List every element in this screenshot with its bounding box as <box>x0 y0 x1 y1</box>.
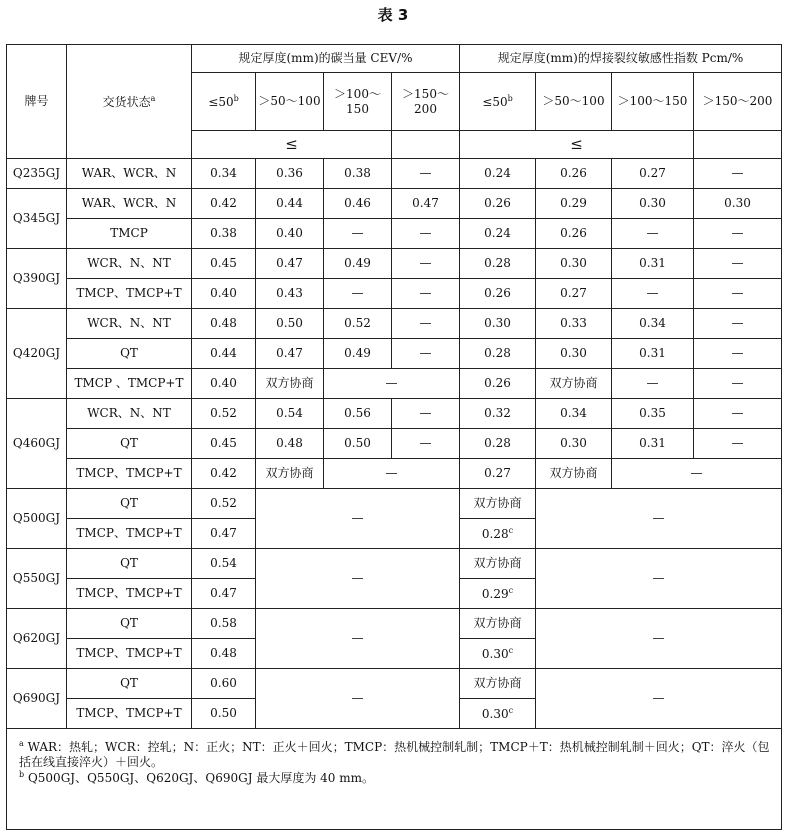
pcm-cell: — <box>694 399 782 429</box>
cev-dash-cell: — <box>256 549 460 609</box>
pcm-cell: 0.26 <box>460 369 536 399</box>
pcm-cell: — <box>694 249 782 279</box>
state-cell: WCR、N、NT <box>67 249 192 279</box>
state-cell: TMCP 、TMCP+T <box>67 369 192 399</box>
table-row <box>7 189 782 219</box>
negotiate-cell: 双方协商 <box>536 459 612 489</box>
cev-cell: — <box>392 309 460 339</box>
cev-cell: 0.52 <box>324 309 392 339</box>
state-cell: TMCP、TMCP+T <box>67 699 192 729</box>
pcm-cell: 0.29 <box>536 189 612 219</box>
cev-cell: 0.47 <box>192 519 256 549</box>
state-cell: TMCP、TMCP+T <box>67 519 192 549</box>
grade-cell: Q690GJ <box>7 669 67 729</box>
table-notes <box>7 729 782 830</box>
state-cell: QT <box>67 609 192 639</box>
pcm-cmp-symbol: ≤ <box>460 131 694 159</box>
cev-cell: 0.36 <box>256 159 324 189</box>
cev-dash-cell: — <box>256 489 460 549</box>
grade-cell: Q550GJ <box>7 549 67 609</box>
cev-cell: 0.54 <box>192 549 256 579</box>
negotiate-cell: 双方协商 <box>460 669 536 699</box>
state-cell: WCR、N、NT <box>67 399 192 429</box>
cev-cell: 0.60 <box>192 669 256 699</box>
cev-cell: 0.49 <box>324 249 392 279</box>
negotiate-cell: 双方协商 <box>536 369 612 399</box>
cev-dash-cell: — <box>256 669 460 729</box>
pcm-cell: 0.30 <box>460 309 536 339</box>
pcm-cmp-empty <box>694 131 782 159</box>
pcm-range-3: ＞100～150 <box>612 73 694 131</box>
cev-cell: 0.52 <box>192 399 256 429</box>
pcm-cell: — <box>694 369 782 399</box>
grade-cell: Q420GJ <box>7 309 67 399</box>
grade-cell: Q235GJ <box>7 159 67 189</box>
table-row <box>7 249 782 279</box>
table-row <box>7 489 782 519</box>
pcm-range-2: ＞50～100 <box>536 73 612 131</box>
cev-cell: 0.48 <box>192 309 256 339</box>
cev-cell: — <box>392 429 460 459</box>
table-row <box>7 669 782 699</box>
pcm-cell: 0.26 <box>536 219 612 249</box>
cev-cell: 0.58 <box>192 609 256 639</box>
pcm-cell: — <box>612 369 694 399</box>
grade-cell: Q620GJ <box>7 609 67 669</box>
cev-cell: — <box>392 249 460 279</box>
note-b: $^b$ Q500GJ、Q550GJ、Q620GJ、Q690GJ 最大厚度为 40 mm。 <box>19 770 374 785</box>
cev-cell: 0.34 <box>192 159 256 189</box>
cev-cell: 0.43 <box>256 279 324 309</box>
cev-cell: 0.42 <box>192 189 256 219</box>
pcm-cell: 0.28 <box>460 249 536 279</box>
cev-cell: — <box>392 339 460 369</box>
negotiate-cell: 双方协商 <box>256 369 324 399</box>
state-cell: TMCP、TMCP+T <box>67 579 192 609</box>
state-cell: TMCP、TMCP+T <box>67 459 192 489</box>
header-delivery: 交货状态$^a$ <box>67 45 192 159</box>
header-row-1 <box>7 45 782 73</box>
state-cell: WAR、WCR、N <box>67 159 192 189</box>
pcm-dash-cell: — <box>536 669 782 729</box>
cev-cell: 0.38 <box>192 219 256 249</box>
cev-cell: 0.49 <box>324 339 392 369</box>
pcm-cell: — <box>694 309 782 339</box>
cev-cell: 0.52 <box>192 489 256 519</box>
cev-cell: 0.40 <box>192 369 256 399</box>
pcm-cell: 0.34 <box>612 309 694 339</box>
pcm-cell: 0.30 <box>612 189 694 219</box>
state-cell: WAR、WCR、N <box>67 189 192 219</box>
cev-cell: 0.38 <box>324 159 392 189</box>
pcm-cell: 0.35 <box>612 399 694 429</box>
cev-cell: 0.42 <box>192 459 256 489</box>
pcm-cell: 0.32 <box>460 399 536 429</box>
notes-row <box>7 729 782 830</box>
pcm-cell: 0.30 <box>694 189 782 219</box>
cev-cell: 0.50 <box>324 429 392 459</box>
state-cell: QT <box>67 489 192 519</box>
cev-cell: 0.47 <box>256 249 324 279</box>
pcm-cell: — <box>612 279 694 309</box>
cev-range-3: ＞100～150 <box>324 73 392 131</box>
cev-cell: — <box>324 459 460 489</box>
cev-cell: 0.40 <box>192 279 256 309</box>
negotiate-cell: 双方协商 <box>460 489 536 519</box>
cev-cell: 0.46 <box>324 189 392 219</box>
table-row <box>7 309 782 339</box>
pcm-cell: — <box>694 159 782 189</box>
cev-cell: 0.54 <box>256 399 324 429</box>
cev-cell: 0.47 <box>392 189 460 219</box>
pcm-cell: 0.26 <box>460 189 536 219</box>
cev-cell: 0.44 <box>256 189 324 219</box>
pcm-cell: 0.28 <box>460 429 536 459</box>
pcm-cell: — <box>694 219 782 249</box>
header-grade: 牌号 <box>7 45 67 159</box>
cev-cell: 0.45 <box>192 249 256 279</box>
grade-cell: Q460GJ <box>7 399 67 489</box>
table-caption: 表 3 <box>377 6 409 24</box>
negotiate-cell: 双方协商 <box>460 609 536 639</box>
table-row <box>7 549 782 579</box>
cev-cmp-symbol: ≤ <box>192 131 392 159</box>
state-cell: QT <box>67 549 192 579</box>
cev-cell: 0.47 <box>192 579 256 609</box>
state-cell: QT <box>67 429 192 459</box>
negotiate-cell: 双方协商 <box>460 549 536 579</box>
pcm-range-1: $\le 50^b$ <box>460 73 536 131</box>
pcm-dash-cell: — <box>536 489 782 549</box>
state-cell: QT <box>67 669 192 699</box>
pcm-cell: 0.27 <box>460 459 536 489</box>
cev-cell: — <box>392 399 460 429</box>
cev-cell: — <box>392 279 460 309</box>
cev-range-4: ＞150～200 <box>392 73 460 131</box>
cev-cell: 0.40 <box>256 219 324 249</box>
table-row <box>7 609 782 639</box>
pcm-cell: 0.30$^c$ <box>460 699 536 729</box>
table-row <box>7 159 782 189</box>
pcm-cell: 0.30 <box>536 249 612 279</box>
cev-cell: — <box>324 369 460 399</box>
cev-cmp-empty <box>392 131 460 159</box>
state-cell: TMCP <box>67 219 192 249</box>
pcm-cell: 0.24 <box>460 219 536 249</box>
cev-cell: — <box>324 279 392 309</box>
pcm-cell: 0.27 <box>536 279 612 309</box>
note-a: $^a$ WAR：热轧；WCR：控轧；N：正火；NT：正火＋回火；TMCP：热机械控制轧制；TMCP＋T：热机械控制轧制＋回火；QT：淬火（包括在线直接淬火）＋回火。 <box>19 739 770 769</box>
pcm-cell: — <box>612 219 694 249</box>
cev-cell: — <box>324 219 392 249</box>
table-row <box>7 279 782 309</box>
cev-cell: 0.45 <box>192 429 256 459</box>
pcm-cell: 0.28$^c$ <box>460 519 536 549</box>
state-cell: WCR、N、NT <box>67 309 192 339</box>
table-row <box>7 399 782 429</box>
cev-cell: — <box>392 219 460 249</box>
cev-dash-cell: — <box>256 609 460 669</box>
pcm-cell: — <box>694 429 782 459</box>
cev-range-2: ＞50～100 <box>256 73 324 131</box>
pcm-cell: 0.33 <box>536 309 612 339</box>
pcm-cell: 0.26 <box>460 279 536 309</box>
cev-cell: 0.50 <box>192 699 256 729</box>
state-cell: QT <box>67 339 192 369</box>
pcm-cell: 0.30 <box>536 429 612 459</box>
state-cell: TMCP、TMCP+T <box>67 639 192 669</box>
pcm-cell: 0.28 <box>460 339 536 369</box>
grade-cell: Q390GJ <box>7 249 67 309</box>
grade-cell: Q345GJ <box>7 189 67 249</box>
pcm-dash-cell: — <box>536 549 782 609</box>
header-pcm-group: 规定厚度(mm)的焊接裂纹敏感性指数 Pcm/% <box>460 45 782 73</box>
state-cell: TMCP、TMCP+T <box>67 279 192 309</box>
pcm-cell: 0.34 <box>536 399 612 429</box>
pcm-cell: 0.31 <box>612 249 694 279</box>
cev-cell: 0.56 <box>324 399 392 429</box>
pcm-cell: 0.29$^c$ <box>460 579 536 609</box>
pcm-cell: — <box>694 339 782 369</box>
cev-cell: 0.47 <box>256 339 324 369</box>
pcm-cell: — <box>612 459 782 489</box>
table-row <box>7 219 782 249</box>
table-row <box>7 369 782 399</box>
cev-cell: 0.48 <box>192 639 256 669</box>
grade-cell: Q500GJ <box>7 489 67 549</box>
cev-cell: — <box>392 159 460 189</box>
pcm-dash-cell: — <box>536 609 782 669</box>
pcm-cell: 0.26 <box>536 159 612 189</box>
pcm-cell: 0.30$^c$ <box>460 639 536 669</box>
table-row <box>7 429 782 459</box>
pcm-cell: 0.31 <box>612 429 694 459</box>
cev-cell: 0.44 <box>192 339 256 369</box>
pcm-range-4: ＞150～200 <box>694 73 782 131</box>
table-row <box>7 339 782 369</box>
cev-cell: 0.50 <box>256 309 324 339</box>
cev-cell: 0.48 <box>256 429 324 459</box>
cev-range-1: $\le 50^b$ <box>192 73 256 131</box>
negotiate-cell: 双方协商 <box>256 459 324 489</box>
table-row <box>7 459 782 489</box>
pcm-cell: 0.30 <box>536 339 612 369</box>
cev-pcm-table <box>6 44 782 830</box>
pcm-cell: 0.24 <box>460 159 536 189</box>
pcm-cell: 0.27 <box>612 159 694 189</box>
header-cev-group: 规定厚度(mm)的碳当量 CEV/% <box>192 45 460 73</box>
pcm-cell: 0.31 <box>612 339 694 369</box>
pcm-cell: — <box>694 279 782 309</box>
